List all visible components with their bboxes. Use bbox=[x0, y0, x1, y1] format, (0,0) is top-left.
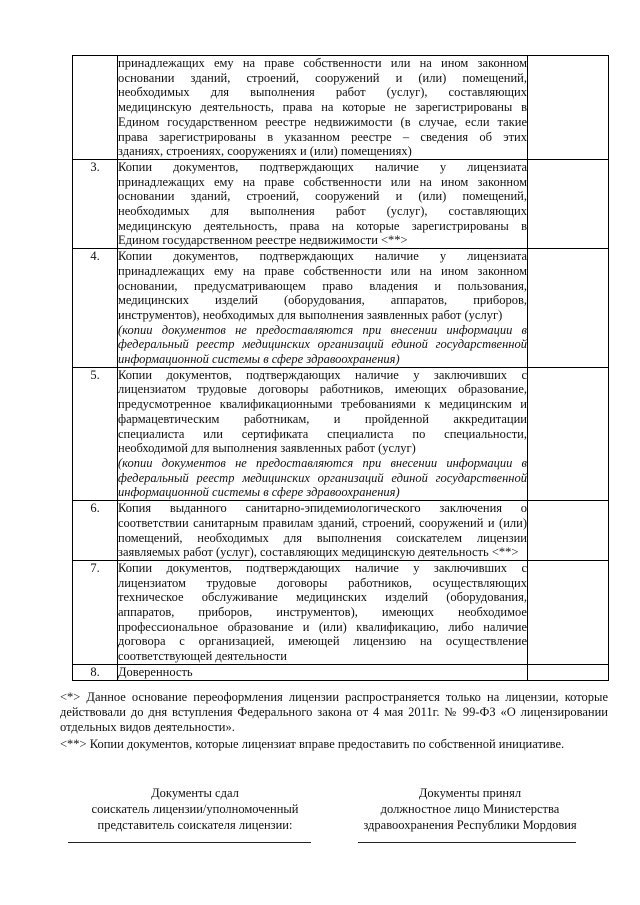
note-line: (копии документов не предоставляются при внесении информации в bbox=[118, 322, 527, 337]
footnote-1-line: <*> Данное основание переоформления лицензии распространяется только на лицензии, которые bbox=[60, 690, 608, 704]
accepted-signature-line bbox=[358, 842, 576, 843]
row-description bbox=[118, 159, 528, 248]
row-mark-cell bbox=[528, 664, 609, 681]
table-row bbox=[73, 56, 609, 160]
description-line: аппаратов, приборов, инструментов), имеющих необходимое bbox=[118, 605, 527, 620]
description-line: зданиях, строениях, сооружениях и (или) помещениях) bbox=[118, 144, 412, 159]
row-number: 5. bbox=[73, 367, 118, 500]
row-number: 7. bbox=[73, 560, 118, 664]
row-description bbox=[118, 664, 528, 681]
description-line: медицинскую деятельность, права на которые не зарегистрированы в bbox=[118, 100, 527, 115]
description-line: необходимой для выполнения заявленных работ (услуг) bbox=[118, 441, 416, 456]
accepted-by-block bbox=[345, 785, 595, 833]
note-line: федеральный реестр медицинских организаций единой государственной bbox=[118, 337, 527, 352]
submitted-by-line: соискатель лицензии/уполномоченный bbox=[91, 802, 299, 816]
footnote-1-line: отдельных видов деятельности». bbox=[60, 720, 235, 734]
row-number: 3. bbox=[73, 159, 118, 248]
description-line: права зарегистрированы в указанном реестре – сведения об этих bbox=[118, 129, 527, 144]
description-line: специалиста или сертификата специалиста по специальности, bbox=[118, 426, 527, 441]
description-line: Копии документов, подтверждающих наличие у лицензиата bbox=[118, 249, 527, 264]
description-line: техническое обслуживание медицинских изделий (оборудования, bbox=[118, 590, 527, 605]
description-line: инструментов), необходимых для выполнения заявленных работ (услуг) bbox=[118, 307, 503, 322]
row-mark-cell bbox=[528, 249, 609, 368]
description-line: принадлежащих ему на праве собственности или на ином законном bbox=[118, 263, 527, 278]
row-description bbox=[118, 560, 528, 664]
submitted-signature-line bbox=[68, 842, 311, 843]
submitted-by-block bbox=[70, 785, 320, 833]
row-number: 8. bbox=[73, 664, 118, 681]
row-mark-cell bbox=[528, 560, 609, 664]
row-mark-cell bbox=[528, 367, 609, 500]
description-line: Копия выданного санитарно-эпидемиологического заключения о bbox=[118, 501, 527, 516]
description-line: соответствующей деятельности bbox=[118, 649, 287, 664]
description-line: необходимых для выполнения работ (услуг), составляющих bbox=[118, 85, 527, 100]
row-number: 4. bbox=[73, 249, 118, 368]
description-line: заявляемых работ (услуг), составляющих медицинскую деятельность <**> bbox=[118, 545, 519, 560]
description-line: основании зданий, строений, сооружений и (или) помещений, bbox=[118, 189, 527, 204]
accepted-by-line: здравоохранения Республики Мордовия bbox=[363, 818, 577, 832]
row-description bbox=[118, 367, 528, 500]
table-row bbox=[73, 159, 609, 248]
accepted-by-line: Документы принял bbox=[418, 786, 522, 800]
description-line: соответствии санитарным правилам зданий, строений, сооружений и (или) bbox=[118, 515, 527, 530]
description-line: Едином государственном реестре недвижимости <**> bbox=[118, 233, 408, 248]
description-line: лицензиатом трудовые договоры работников, имеющих образование, bbox=[118, 382, 527, 397]
description-line: договора с организацией, имеющей лицензию на осуществление bbox=[118, 634, 527, 649]
submitted-by-line: Документы сдал bbox=[151, 786, 239, 800]
description-line: Доверенность bbox=[118, 664, 193, 679]
submitted-by-line: представитель соискателя лицензии: bbox=[97, 818, 293, 832]
row-mark-cell bbox=[528, 56, 609, 160]
accepted-by-line: должностное лицо Министерства bbox=[380, 802, 560, 816]
table-row bbox=[73, 367, 609, 500]
description-line: Едином государственном реестре недвижимости (в случае, если такие bbox=[118, 114, 527, 129]
note-line: (копии документов не предоставляются при внесении информации в bbox=[118, 455, 527, 470]
description-line: принадлежащих ему на праве собственности или на ином законном bbox=[118, 174, 527, 189]
row-number: 6. bbox=[73, 501, 118, 561]
note-line: информационной системы в сфере здравоохранения) bbox=[118, 485, 400, 500]
description-line: профессиональное образование и (или) квалификацию, либо наличие bbox=[118, 619, 527, 634]
description-line: фармацевтическим работникам, и пройденной аккредитации bbox=[118, 411, 527, 426]
footnote-1-line: действовали до дня вступления Федерального закона от 4 мая 2011г. № 99-ФЗ «О лицензировании bbox=[60, 705, 608, 719]
row-description bbox=[118, 501, 528, 561]
description-line: медицинскую деятельность, права на которые зарегистрированы в bbox=[118, 218, 527, 233]
row-description bbox=[118, 56, 528, 160]
description-line: помещений, необходимых для выполнения соискателем лицензии bbox=[118, 530, 527, 545]
table-row bbox=[73, 249, 609, 368]
row-mark-cell bbox=[528, 159, 609, 248]
description-line: основании, предусматривающем право владения и пользования, bbox=[118, 278, 527, 293]
description-line: медицинских изделий (оборудования, аппаратов, приборов, bbox=[118, 293, 527, 308]
note-line: федеральный реестр медицинских организаций единой государственной bbox=[118, 470, 527, 485]
footnote-1 bbox=[60, 690, 608, 735]
documents-table bbox=[72, 55, 609, 681]
description-line: необходимых для выполнения работ (услуг), составляющих bbox=[118, 204, 527, 219]
table-row bbox=[73, 560, 609, 664]
footnote-2: <**> Копии документов, которые лицензиат вправе предоставить по собственной инициативе. bbox=[60, 737, 565, 751]
footnotes bbox=[60, 690, 608, 752]
note-line: информационной системы в сфере здравоохранения) bbox=[118, 352, 400, 367]
description-line: основании зданий, строений, сооружений и (или) помещений, bbox=[118, 70, 527, 85]
row-mark-cell bbox=[528, 501, 609, 561]
description-line: Копии документов, подтверждающих наличие у заключивших с bbox=[118, 560, 527, 575]
row-description bbox=[118, 249, 528, 368]
description-line: принадлежащих ему на праве собственности или на ином законном bbox=[118, 56, 527, 70]
description-line: Копии документов, подтверждающих наличие у лицензиата bbox=[118, 159, 527, 174]
row-number bbox=[73, 56, 118, 160]
description-line: лицензиатом трудовые договоры работников, осуществляющих bbox=[118, 575, 527, 590]
description-line: Копии документов, подтверждающих наличие у заключивших с bbox=[118, 367, 527, 382]
description-line: предусмотренное квалификационными требованиями к медицинским и bbox=[118, 397, 527, 412]
table-row bbox=[73, 664, 609, 681]
table-row bbox=[73, 501, 609, 561]
